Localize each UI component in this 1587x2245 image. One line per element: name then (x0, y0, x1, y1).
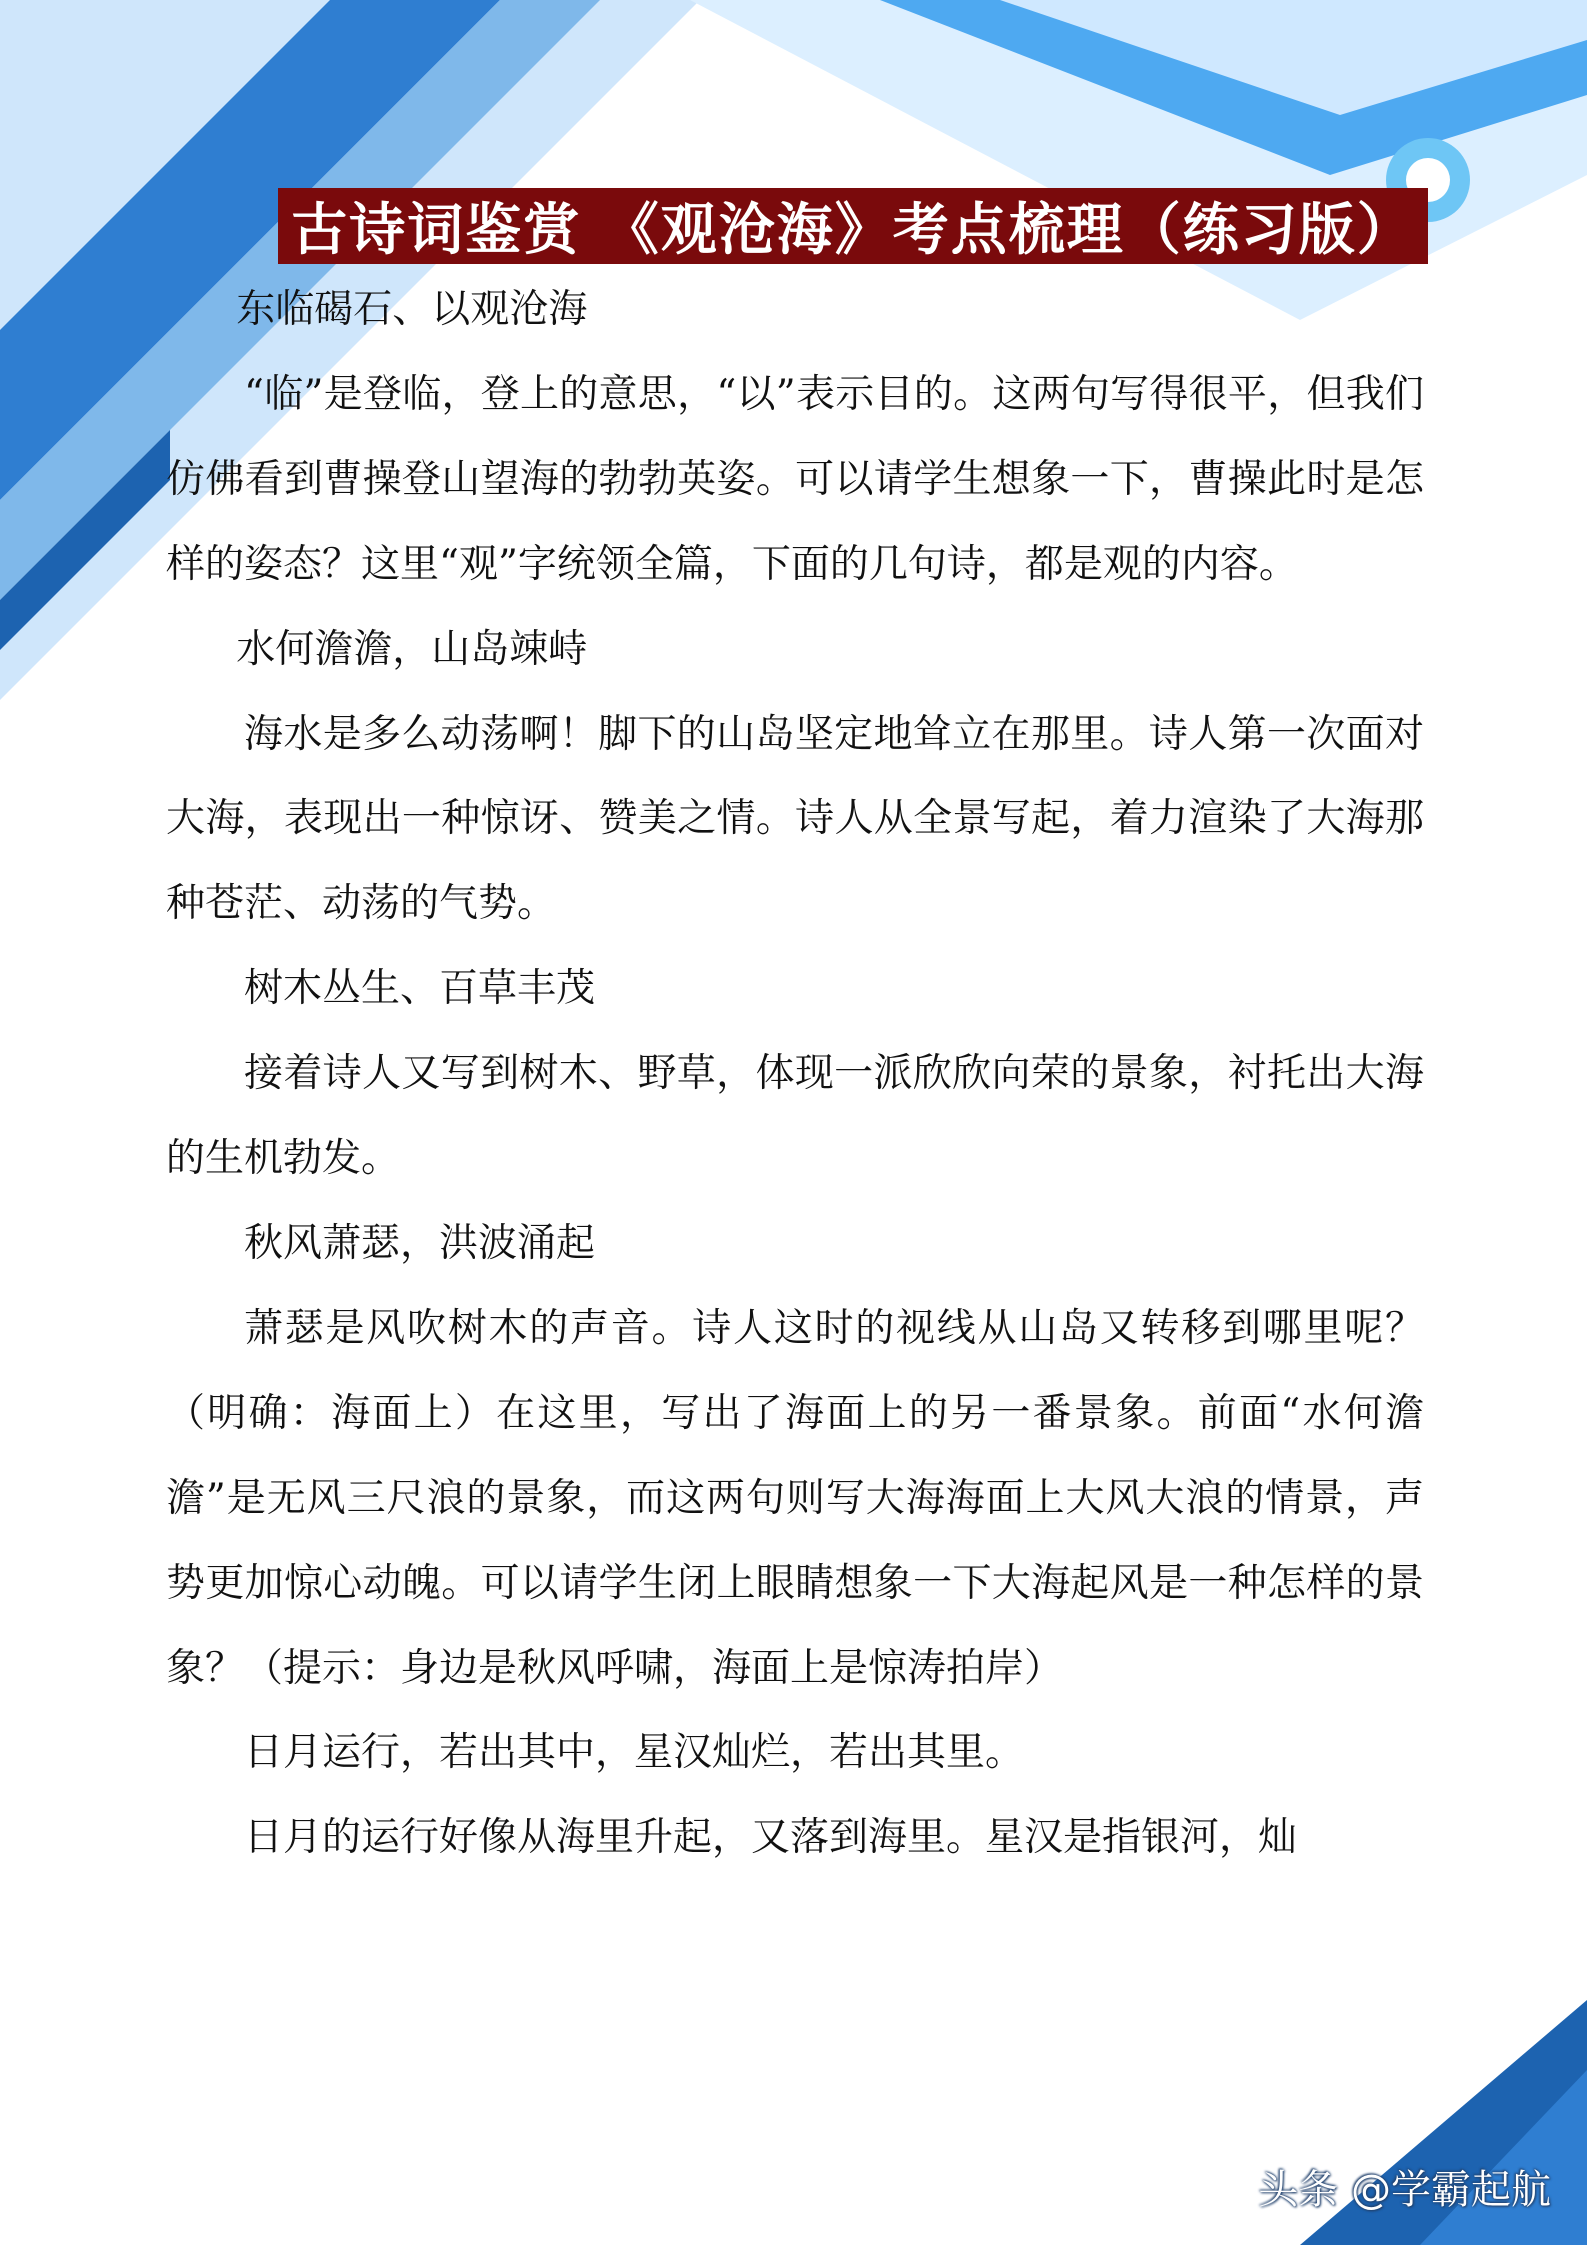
title-banner (278, 188, 1428, 264)
verse-line: 东临碣石、以观沧海 (236, 287, 588, 332)
verse-line: 日月运行，若出其中，星汉灿烂，若出其里。 (244, 1730, 1025, 1776)
article-body (166, 268, 1424, 1881)
watermark: 头条 @学霸起航 (1258, 2167, 1551, 2213)
page-title: 古诗词鉴赏 《观沧海》考点梳理（练习版） (291, 197, 1415, 263)
explanation-paragraph: 日月的运行好像从海里升起，又落到海里。星汉是指银河，灿 (244, 1815, 1298, 1861)
explanation-paragraph: 接着诗人又写到树木、野草，体现一派欣欣向荣的景象，衬托出大海的生机勃发。 (166, 1051, 1424, 1182)
verse-line: 树木丛生、百草丰茂 (244, 966, 596, 1012)
explanation-paragraph: 海水是多么动荡啊！脚下的山岛坚定地耸立在那里。诗人第一次面对大海，表现出一种惊讶、赞美之情。诗人从全景写起，着力渲染了大海那种苍茫、动荡的气势。 (166, 711, 1424, 927)
verse-line: 水何澹澹，山岛竦峙 (236, 626, 588, 672)
verse-line: 秋风萧瑟，洪波涌起 (244, 1220, 596, 1266)
explanation-paragraph: 萧瑟是风吹树木的声音。诗人这时的视线从山岛又转移到哪里呢？（明确：海面上）在这里，写出了海面上的另一番景象。前面“水何澹澹”是无风三尺浪的景象，而这两句则写大海海面上大风大浪的情景，声势更加惊心动魄。可以请学生闭上眼睛想象一下大海起风是一种怎样的景象？（提示：身边是秋风呼啸，海面上是惊涛拍岸） (166, 1305, 1424, 1691)
explanation-paragraph: “临”是登临，登上的意思，“以”表示目的。这两句写得很平，但我们仿佛看到曹操登山望海的勃勃英姿。可以请学生想象一下，曹操此时是怎样的姿态？这里“观”字统领全篇，下面的几句诗，都是观的内容。 (166, 371, 1424, 587)
